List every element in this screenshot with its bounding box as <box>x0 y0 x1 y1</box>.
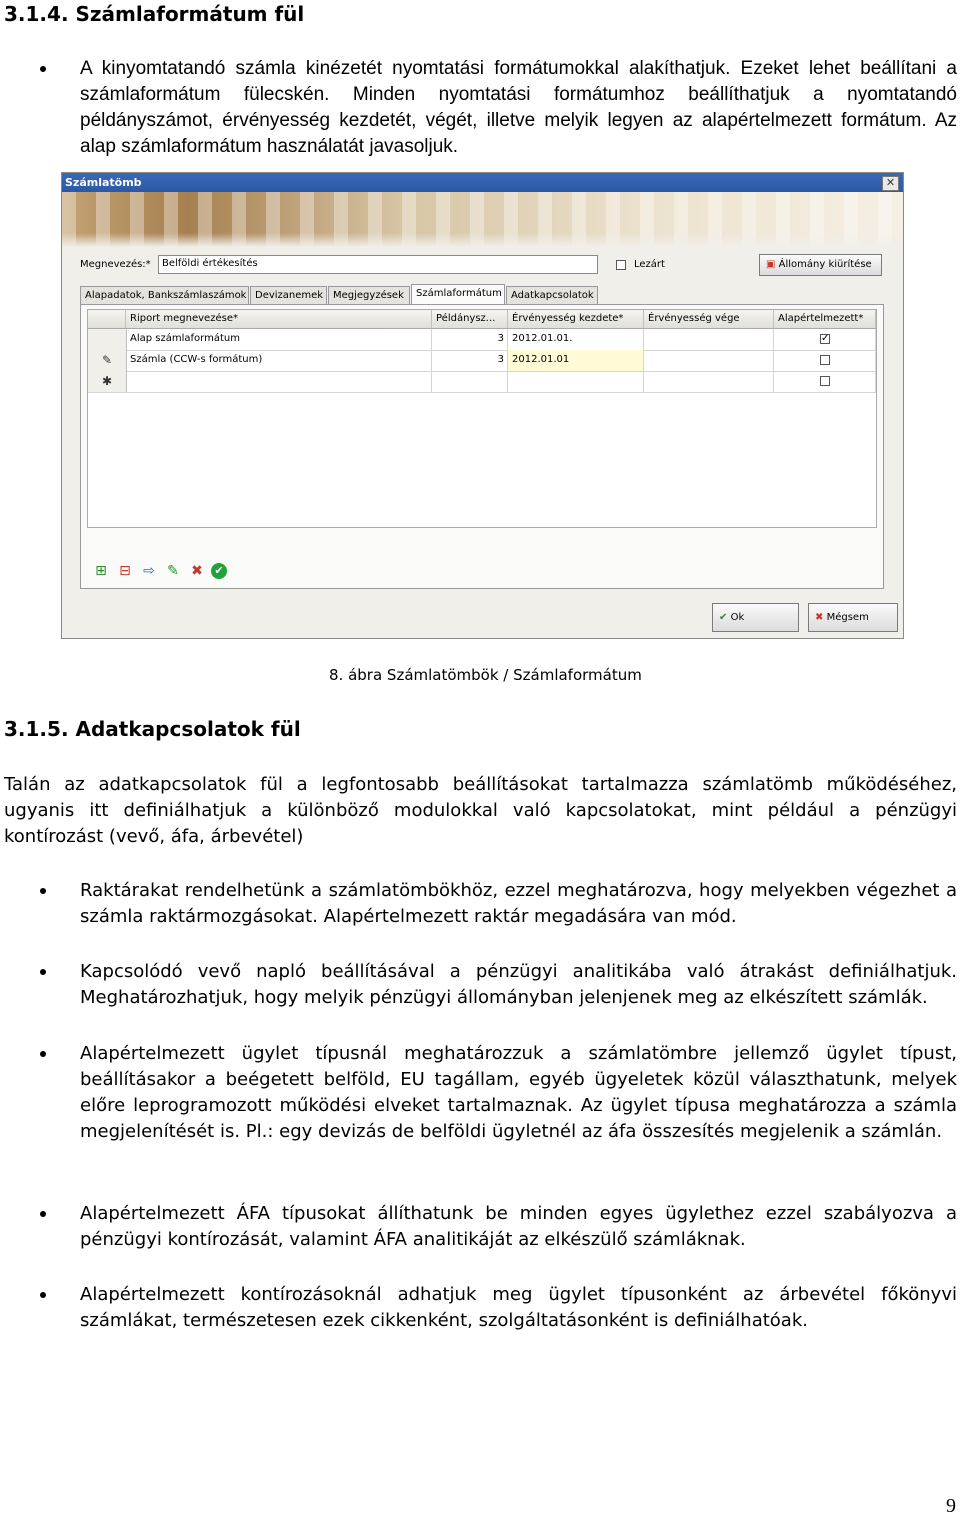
cell-valid-to[interactable] <box>644 329 774 350</box>
closed-checkbox[interactable] <box>616 260 626 270</box>
default-checkbox[interactable]: ✓ <box>821 333 830 344</box>
cell-valid-from[interactable]: 2012.01.01. <box>508 329 644 350</box>
close-icon[interactable]: ✕ <box>882 176 899 191</box>
bullet-dot <box>40 1211 46 1217</box>
bullet-item-2: Kapcsolódó vevő napló beállításával a pénzügyi analitikába való átrakást definiálhatjuk. Meghatározhatjuk, hogy melyik pénzügyi állományban jelenjenek meg az elkészített számlák. <box>80 961 957 1008</box>
cell-default <box>774 350 876 371</box>
cell-report-name[interactable] <box>126 371 432 392</box>
cell-report-name[interactable]: Alap számlaformátum <box>126 329 432 350</box>
row-edit-icon: ✎ <box>88 350 127 371</box>
add-icon[interactable]: ⊞ <box>95 563 107 579</box>
column-header-valid-from[interactable]: Érvényesség kezdete* <box>508 310 644 328</box>
tab-panel <box>80 304 884 589</box>
bullet-dot <box>40 969 46 975</box>
default-checkbox[interactable] <box>820 355 830 365</box>
tab-adatkapcsolatok[interactable]: Adatkapcsolatok <box>506 286 598 304</box>
bullet-dot <box>40 1051 46 1057</box>
table-row-new[interactable] <box>88 371 876 393</box>
clear-icon: ▣ <box>766 259 776 270</box>
section-paragraph: Talán az adatkapcsolatok fül a legfontosabb beállításokat tartalmazza számlatömb működéséhez, ugyanis itt definiálhatjuk a különböző modulokkal való kapcsolatokat, mint például a pénzügyi kontírozást (vevő, áfa, árbevétel) <box>4 774 957 847</box>
closed-label: Lezárt <box>634 259 665 270</box>
ok-button-label: Ok <box>730 612 745 623</box>
tab-alapadatok[interactable]: Alapadatok, Bankszámlaszámok <box>80 286 249 304</box>
confirm-icon[interactable]: ✔ <box>211 563 227 579</box>
cell-copies[interactable]: 3 <box>432 329 508 350</box>
page-number: 9 <box>946 1495 956 1517</box>
cell-default <box>774 329 876 350</box>
cell-valid-to[interactable] <box>644 350 774 371</box>
cell-valid-from[interactable]: 2012.01.01 <box>508 350 644 371</box>
window-titlebar <box>62 173 903 192</box>
cell-copies[interactable]: 3 <box>432 350 508 371</box>
tab-megjegyzesek[interactable]: Megjegyzések <box>328 286 410 304</box>
ok-button[interactable] <box>712 603 799 632</box>
clear-file-button[interactable] <box>759 254 882 276</box>
bullet-dot <box>40 1292 46 1298</box>
section-heading-3-1-5: 3.1.5. Adatkapcsolatok fül <box>4 717 301 741</box>
column-header-copies[interactable]: Példánysz... <box>432 310 508 328</box>
bullet-item-4: Alapértelmezett ÁFA típusokat állíthatunk be minden egyes ügylethez ezzel szabályozva a pénzügyi kontírozását, valamint ÁFA analitikáját az elkészülő számláknak. <box>80 1203 957 1250</box>
bullet-item-1: Raktárakat rendelhetünk a számlatömbökhöz, ezzel meghatározva, hogy melyekben végezhet a számla raktármozgásokat. Alapértelmezett raktár megadására van mód. <box>80 880 957 927</box>
name-label: Megnevezés:* <box>80 259 151 270</box>
bullet-item-5: Alapértelmezett kontírozásoknál adhatjuk meg ügylet típusonként az árbevétel főkönyvi számlákat, természetesen ezek cikkenként, szolgáltatásonként is definiálhatóak. <box>80 1284 957 1331</box>
column-header-report-name[interactable]: Riport megnevezése* <box>126 310 432 328</box>
window-title: Számlatömb <box>65 176 142 189</box>
cell-default <box>774 371 876 392</box>
row-indicator <box>88 329 127 350</box>
format-grid <box>87 309 877 528</box>
szamlatomb-window <box>61 172 904 639</box>
cell-copies[interactable] <box>432 371 508 392</box>
cancel-icon: ✖ <box>815 612 824 623</box>
cancel-button-label: Mégsem <box>826 612 869 623</box>
header-selector <box>88 310 126 328</box>
cell-valid-from[interactable] <box>508 371 644 392</box>
figure-caption: 8. ábra Számlatömbök / Számlaformátum <box>329 666 642 684</box>
edit-icon[interactable]: ✎ <box>167 563 179 579</box>
cell-valid-to[interactable] <box>644 371 774 392</box>
bullet-item-3: Alapértelmezett ügylet típusnál meghatározzuk a számlatömbre jellemző ügylet típust, beállításakor a beégetett belföld, EU tagállam, egyéb ügyeletek közül választhatunk, melyek előre leprogramozott működési elveket tartalmaznak. Az ügylet típusa meghatározza a számla megjelenítését is. Pl.: egy devizás de belföldi ügyletnél az áfa összesítés megjelenik a számlán. <box>80 1043 957 1142</box>
name-input[interactable]: Belföldi értékesítés <box>158 255 598 274</box>
new-row-icon: ✱ <box>88 371 127 392</box>
column-header-default[interactable]: Alapértelmezett* <box>774 310 876 328</box>
section-heading-3-1-4: 3.1.4. Számlaformátum fül <box>4 2 305 26</box>
tab-devizanemek[interactable]: Devizanemek <box>250 286 327 304</box>
cancel-button[interactable] <box>808 603 898 632</box>
delete-icon[interactable]: ⊟ <box>119 563 131 579</box>
ok-icon: ✔ <box>719 612 728 623</box>
intro-bullet-text: A kinyomtatandó számla kinézetét nyomtatási formátumokkal alakíthatjuk. Ezeket lehet beállítani a számlaformátum fülecskén. Minden nyomtatási formátumhoz beállíthatjuk a nyomtatandó példányszámot, érvényesség kezdetét, végét, illetve melyik legyen az alapértelmezett formátum. Az alap számlaformátum használatát javasoljuk. <box>80 58 957 157</box>
clear-file-button-label: Állomány kiürítése <box>778 259 872 270</box>
cell-report-name[interactable]: Számla (CCW-s formátum) <box>126 350 432 371</box>
table-row[interactable] <box>88 350 876 372</box>
decorative-banner <box>62 192 903 247</box>
default-checkbox[interactable] <box>820 376 830 386</box>
bullet-dot <box>40 888 46 894</box>
table-row[interactable] <box>88 329 876 351</box>
grid-header <box>88 310 876 329</box>
tab-szamlaformatum[interactable]: Számlaformátum <box>411 284 505 305</box>
import-icon[interactable]: ⇨ <box>143 563 155 579</box>
column-header-valid-to[interactable]: Érvényesség vége <box>644 310 774 328</box>
remove-icon[interactable]: ✖ <box>191 563 203 579</box>
bullet-dot <box>40 66 46 72</box>
